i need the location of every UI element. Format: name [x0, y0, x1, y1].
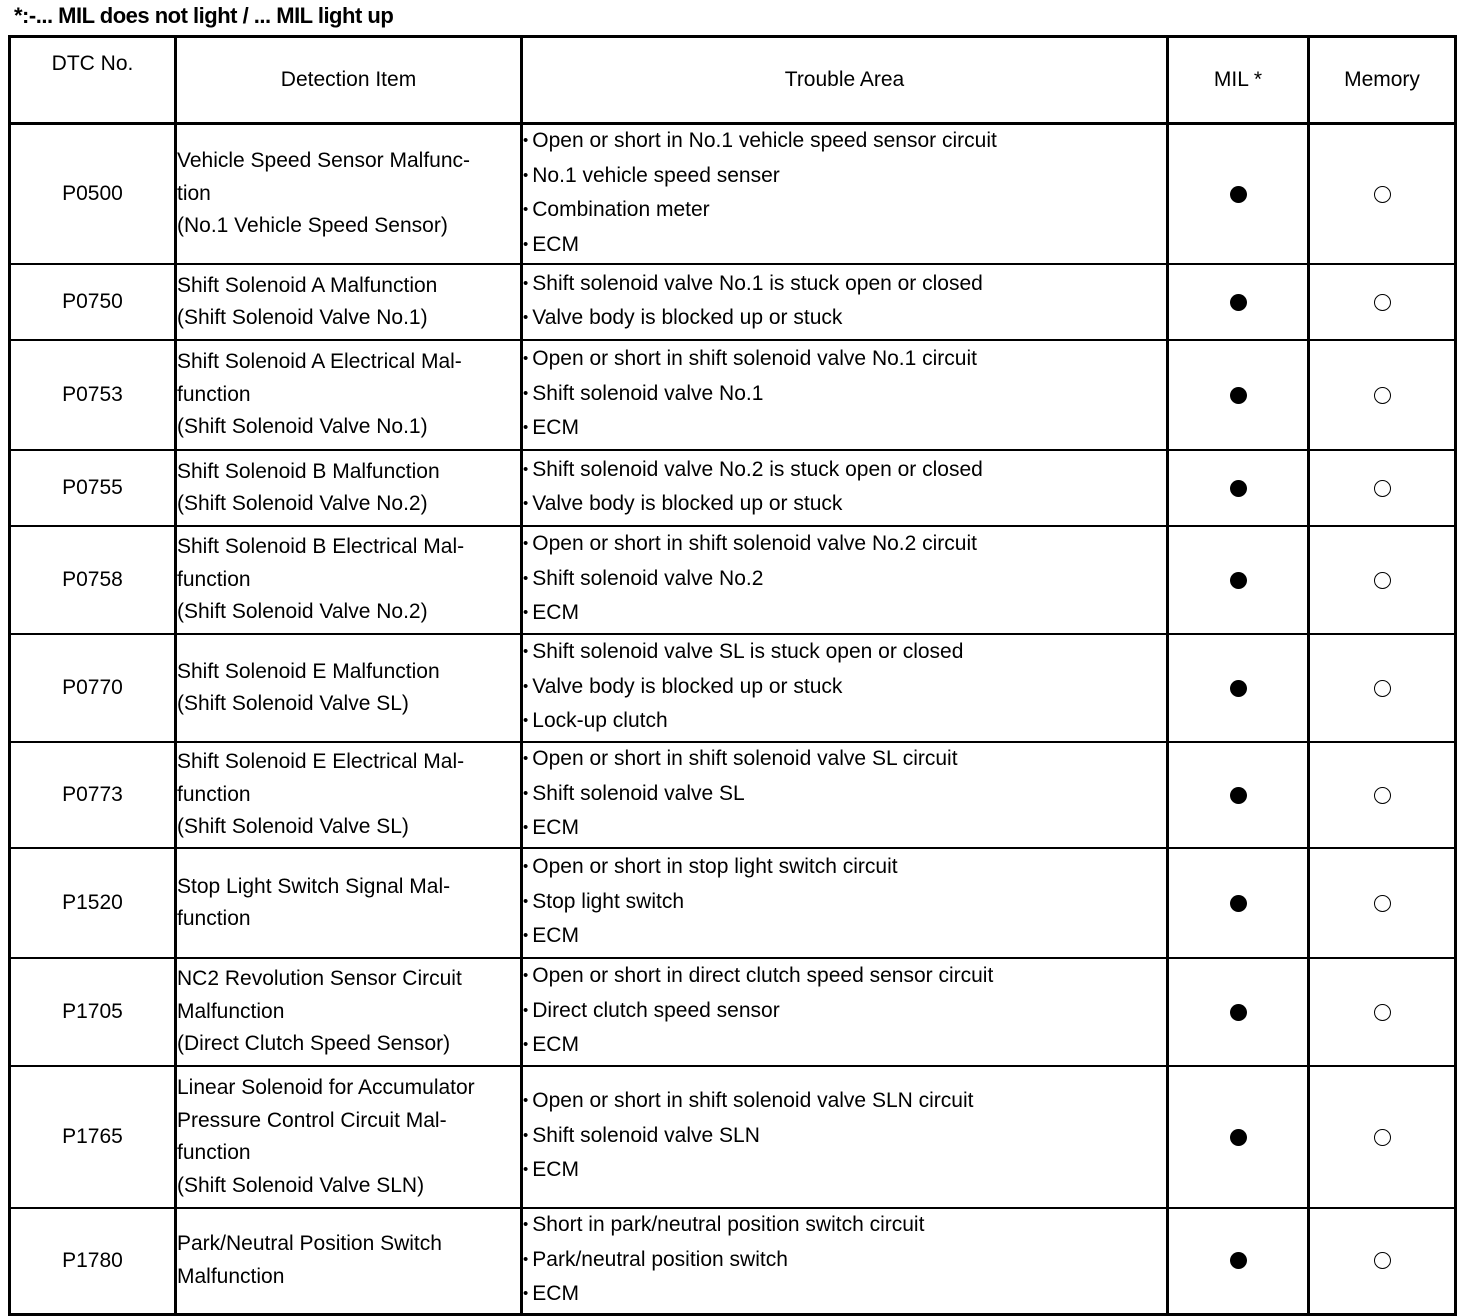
filled-circle-icon — [1230, 787, 1247, 804]
open-circle-icon — [1374, 895, 1391, 912]
trouble-area-list — [523, 743, 1166, 847]
detection-item-line: (Shift Solenoid Valve SL) — [177, 692, 409, 715]
trouble-area-item — [523, 268, 1166, 303]
dtc-code: P1520 — [10, 848, 176, 958]
trouble-area-item — [523, 378, 1166, 413]
detection-item-line: Shift Solenoid B Malfunction — [177, 459, 440, 483]
trouble-area-item — [523, 412, 1166, 447]
dtc-code: P0750 — [10, 264, 176, 340]
trouble-area-text: Shift solenoid valve SLN — [532, 1123, 760, 1147]
mil-cell — [1168, 450, 1309, 526]
detection-item-line: function — [177, 382, 251, 406]
dtc-table-body — [10, 124, 1456, 1315]
trouble-area-text: Open or short in shift solenoid valve SLN circuit — [532, 1089, 974, 1113]
trouble-area-text: Shift solenoid valve No.2 — [532, 566, 764, 590]
detection-item-line: function — [177, 907, 251, 930]
mil-cell — [1168, 1208, 1309, 1314]
open-circle-icon — [1374, 787, 1391, 804]
trouble-area-text: Combination meter — [532, 198, 710, 221]
memory-cell — [1309, 848, 1456, 958]
trouble-area-text: Valve body is blocked up or stuck — [532, 674, 843, 698]
mil-cell — [1168, 848, 1309, 958]
detection-item-line: Pressure Control Circuit Mal- — [177, 1108, 447, 1132]
trouble-area-text: ECM — [532, 232, 579, 256]
detection-item-line: (Shift Solenoid Valve SL) — [177, 815, 409, 839]
trouble-area — [522, 742, 1168, 848]
trouble-area-text: Open or short in stop light switch circuit — [532, 855, 898, 879]
table-row — [10, 848, 1456, 958]
trouble-area-item — [523, 1029, 1166, 1064]
trouble-area-text: Shift solenoid valve No.2 is stuck open or closed — [532, 457, 983, 481]
trouble-area-item — [523, 1209, 1166, 1244]
trouble-area-item — [523, 743, 1166, 778]
trouble-area — [522, 124, 1168, 265]
dtc-table — [8, 35, 1457, 1316]
trouble-area-text: Shift solenoid valve SL is stuck open or closed — [532, 640, 964, 664]
detection-item-line: Stop Light Switch Signal Mal- — [177, 874, 451, 898]
filled-circle-icon — [1230, 680, 1247, 697]
filled-circle-icon — [1230, 294, 1247, 311]
trouble-area-item — [523, 488, 1166, 523]
mil-cell — [1168, 958, 1309, 1066]
dtc-code: P0500 — [10, 124, 176, 265]
memory-cell — [1309, 450, 1456, 526]
memory-cell — [1309, 340, 1456, 450]
trouble-area-item — [523, 160, 1166, 195]
trouble-area-text: ECM — [532, 1282, 579, 1305]
table-row — [10, 264, 1456, 340]
detection-item-line: Shift Solenoid B Electrical Mal- — [177, 535, 465, 559]
detection-item-line: Shift Solenoid A Electrical Mal- — [177, 350, 462, 374]
trouble-area-item — [523, 528, 1166, 563]
table-row — [10, 1208, 1456, 1314]
detection-item-line: function — [177, 567, 251, 591]
dtc-code: P1765 — [10, 1066, 176, 1208]
trouble-area — [522, 848, 1168, 958]
trouble-area-item — [523, 302, 1166, 337]
trouble-area-item — [523, 886, 1166, 921]
trouble-area-text: ECM — [532, 1033, 579, 1057]
detection-item-line: NC2 Revolution Sensor Circuit — [177, 967, 462, 991]
trouble-area — [522, 340, 1168, 450]
trouble-area-item — [523, 194, 1166, 229]
detection-item-line: (Shift Solenoid Valve No.1) — [177, 306, 428, 329]
trouble-area-text: ECM — [532, 924, 579, 948]
trouble-area-text: Direct clutch speed sensor — [532, 998, 780, 1022]
trouble-area-list — [523, 1209, 1166, 1313]
dtc-code: P1705 — [10, 958, 176, 1066]
detection-item-line: Malfunction — [177, 999, 285, 1023]
trouble-area-item — [523, 705, 1166, 740]
trouble-area-item — [523, 960, 1166, 995]
mil-cell — [1168, 634, 1309, 742]
header-trouble-area: Trouble Area — [522, 37, 1168, 124]
memory-cell — [1309, 526, 1456, 634]
filled-circle-icon — [1230, 1129, 1247, 1146]
trouble-area — [522, 264, 1168, 340]
trouble-area — [522, 450, 1168, 526]
detection-item-line: Shift Solenoid E Malfunction — [177, 659, 440, 683]
header-mil: MIL * — [1168, 37, 1309, 124]
trouble-area-text: Shift solenoid valve No.1 — [532, 381, 764, 405]
trouble-area-list — [523, 343, 1166, 447]
memory-cell — [1309, 634, 1456, 742]
table-row — [10, 742, 1456, 848]
table-row — [10, 526, 1456, 634]
detection-item-line: (Direct Clutch Speed Sensor) — [177, 1032, 451, 1056]
table-row — [10, 340, 1456, 450]
trouble-area-text: Open or short in shift solenoid valve No.1 circuit — [532, 347, 977, 371]
filled-circle-icon — [1230, 1252, 1247, 1269]
dtc-code: P1780 — [10, 1208, 176, 1314]
trouble-area-list — [523, 454, 1166, 523]
trouble-area — [522, 1066, 1168, 1208]
trouble-area-text: Park/neutral position switch — [532, 1247, 788, 1271]
memory-cell — [1309, 1208, 1456, 1314]
table-row — [10, 450, 1456, 526]
trouble-area-list — [523, 636, 1166, 740]
trouble-area-item — [523, 636, 1166, 671]
trouble-area-item — [523, 920, 1166, 955]
trouble-area-list — [523, 851, 1166, 955]
trouble-area-item — [523, 1120, 1166, 1155]
detection-item — [176, 526, 522, 634]
trouble-area-text: ECM — [532, 416, 579, 440]
memory-cell — [1309, 124, 1456, 265]
detection-item — [176, 264, 522, 340]
open-circle-icon — [1374, 186, 1391, 203]
detection-item-line: Malfunction — [177, 1264, 285, 1288]
trouble-area-item — [523, 778, 1166, 813]
trouble-area-text: Open or short in No.1 vehicle speed sensor circuit — [532, 129, 997, 152]
detection-item-line: Linear Solenoid for Accumulator — [177, 1076, 475, 1099]
filled-circle-icon — [1230, 572, 1247, 589]
mil-cell — [1168, 124, 1309, 265]
trouble-area-item — [523, 1154, 1166, 1189]
detection-item — [176, 450, 522, 526]
dtc-code: P0753 — [10, 340, 176, 450]
open-circle-icon — [1374, 572, 1391, 589]
dtc-code: P0758 — [10, 526, 176, 634]
mil-cell — [1168, 742, 1309, 848]
filled-circle-icon — [1230, 1004, 1247, 1021]
trouble-area-text: Open or short in shift solenoid valve No.2 circuit — [532, 532, 977, 556]
trouble-area-item — [523, 851, 1166, 886]
detection-item-line: (No.1 Vehicle Speed Sensor) — [177, 214, 448, 238]
trouble-area-item — [523, 812, 1166, 847]
memory-cell — [1309, 958, 1456, 1066]
detection-item-line: tion — [177, 181, 211, 205]
trouble-area-text: ECM — [532, 816, 579, 840]
detection-item — [176, 634, 522, 742]
table-row — [10, 124, 1456, 265]
trouble-area-list — [523, 125, 1166, 263]
open-circle-icon — [1374, 480, 1391, 497]
trouble-area — [522, 1208, 1168, 1314]
mil-cell — [1168, 526, 1309, 634]
trouble-area-list — [523, 1085, 1166, 1189]
mil-cell — [1168, 340, 1309, 450]
detection-item — [176, 958, 522, 1066]
trouble-area-text: Lock-up clutch — [532, 709, 668, 733]
detection-item-line: Shift Solenoid A Malfunction — [177, 273, 438, 297]
trouble-area — [522, 634, 1168, 742]
detection-item-line: (Shift Solenoid Valve No.2) — [177, 600, 428, 624]
memory-cell — [1309, 742, 1456, 848]
trouble-area-item — [523, 343, 1166, 378]
trouble-area-item — [523, 1278, 1166, 1313]
detection-item — [176, 124, 522, 265]
detection-item — [176, 1066, 522, 1208]
detection-item-line: (Shift Solenoid Valve No.2) — [177, 492, 428, 515]
trouble-area — [522, 958, 1168, 1066]
filled-circle-icon — [1230, 895, 1247, 912]
open-circle-icon — [1374, 680, 1391, 697]
trouble-area-text: ECM — [532, 1158, 579, 1182]
open-circle-icon — [1374, 1129, 1391, 1146]
trouble-area-text: No.1 vehicle speed senser — [532, 163, 780, 187]
detection-item-line: function — [177, 1141, 251, 1164]
trouble-area-item — [523, 229, 1166, 264]
detection-item — [176, 340, 522, 450]
detection-item — [176, 1208, 522, 1314]
trouble-area-item — [523, 597, 1166, 632]
trouble-area-text: Shift solenoid valve SL — [532, 781, 745, 805]
trouble-area-text: Valve body is blocked up or stuck — [532, 306, 843, 329]
open-circle-icon — [1374, 1252, 1391, 1269]
header-memory: Memory — [1309, 37, 1456, 124]
filled-circle-icon — [1230, 186, 1247, 203]
trouble-area-list — [523, 960, 1166, 1064]
trouble-area-item — [523, 671, 1166, 706]
mil-cell — [1168, 1066, 1309, 1208]
trouble-area — [522, 526, 1168, 634]
table-row — [10, 1066, 1456, 1208]
open-circle-icon — [1374, 1004, 1391, 1021]
trouble-area-list — [523, 268, 1166, 337]
legend-note: *:-... MIL does not light / ... MIL light up — [14, 3, 394, 28]
detection-item-line: (Shift Solenoid Valve SLN) — [177, 1173, 425, 1197]
header-dtc-no: DTC No. — [10, 37, 176, 124]
dtc-code: P0755 — [10, 450, 176, 526]
trouble-area-item — [523, 995, 1166, 1030]
trouble-area-item — [523, 1085, 1166, 1120]
memory-cell — [1309, 264, 1456, 340]
trouble-area-item — [523, 563, 1166, 598]
detection-item-line: (Shift Solenoid Valve No.1) — [177, 415, 428, 439]
open-circle-icon — [1374, 294, 1391, 311]
trouble-area-text: Short in park/neutral position switch circuit — [532, 1213, 925, 1236]
filled-circle-icon — [1230, 480, 1247, 497]
dtc-code: P0770 — [10, 634, 176, 742]
trouble-area-text: Open or short in direct clutch speed sensor circuit — [532, 964, 994, 988]
detection-item — [176, 742, 522, 848]
detection-item-line: Shift Solenoid E Electrical Mal- — [177, 750, 465, 774]
trouble-area-text: Open or short in shift solenoid valve SL circuit — [532, 747, 958, 771]
header-row — [10, 37, 1456, 124]
header-detection-item: Detection Item — [176, 37, 522, 124]
table-row — [10, 634, 1456, 742]
mil-cell — [1168, 264, 1309, 340]
table-row — [10, 958, 1456, 1066]
memory-cell — [1309, 1066, 1456, 1208]
detection-item — [176, 848, 522, 958]
detection-item-line: function — [177, 782, 251, 806]
trouble-area-text: Valve body is blocked up or stuck — [532, 492, 843, 515]
open-circle-icon — [1374, 387, 1391, 404]
dtc-code: P0773 — [10, 742, 176, 848]
trouble-area-text: ECM — [532, 601, 579, 625]
trouble-area-item — [523, 454, 1166, 489]
trouble-area-text: Stop light switch — [532, 889, 685, 913]
trouble-area-list — [523, 528, 1166, 632]
trouble-area-item — [523, 125, 1166, 160]
trouble-area-item — [523, 1244, 1166, 1279]
filled-circle-icon — [1230, 387, 1247, 404]
detection-item-line: Vehicle Speed Sensor Malfunc- — [177, 149, 471, 173]
trouble-area-text: Shift solenoid valve No.1 is stuck open or closed — [532, 271, 983, 295]
detection-item-line: Park/Neutral Position Switch — [177, 1232, 442, 1256]
